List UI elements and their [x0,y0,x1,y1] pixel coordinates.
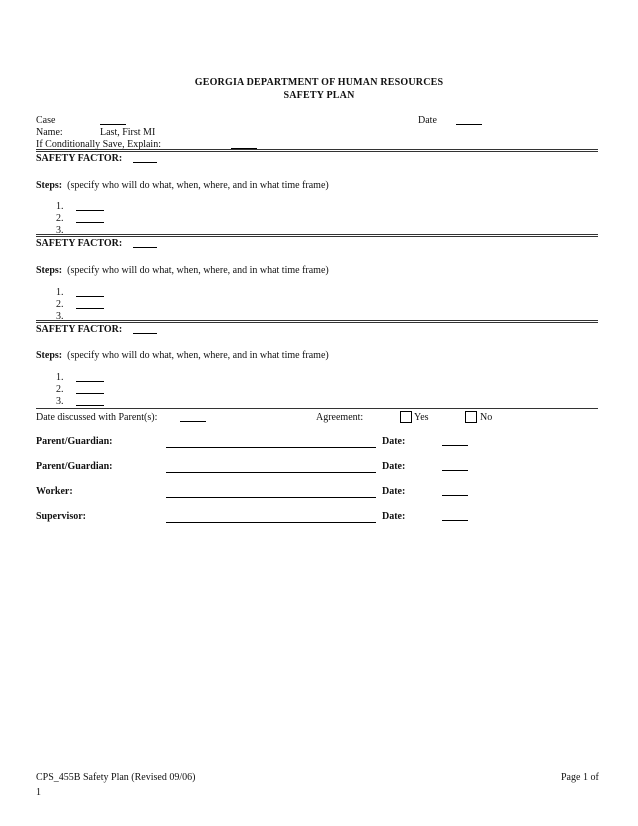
case-label: Case [36,115,56,126]
steps-label: Steps: [36,265,63,276]
signature-date-field[interactable] [442,436,468,446]
steps-label: Steps: [36,180,63,191]
steps-hint: (specify who will do what, when, where, and in what time frame) [67,350,329,361]
signature-line[interactable] [166,522,376,523]
signature-date-field[interactable] [442,511,468,521]
signature-line[interactable] [166,497,376,498]
list-item: 2. [56,384,64,395]
step-field[interactable] [76,372,104,382]
signature-label: Parent/Guardian: [36,461,113,472]
step-field[interactable] [76,213,104,223]
date-discussed-field[interactable] [180,412,206,422]
list-item: 2. [56,299,64,310]
yes-label: Yes [414,412,429,423]
safety-factor-field[interactable] [133,153,157,163]
section-divider [36,320,598,323]
signature-label: Worker: [36,486,73,497]
signature-date-label: Date: [382,461,406,472]
conditional-label: If Conditionally Save, Explain: [36,139,161,150]
case-field[interactable] [100,115,126,125]
form-title: GEORGIA DEPARTMENT OF HUMAN RESOURCES [194,77,444,88]
signature-date-label: Date: [382,436,406,447]
signature-date-label: Date: [382,511,406,522]
list-item: 1. [56,201,64,212]
name-hint: Last, First MI [100,127,156,138]
steps-hint: (specify who will do what, when, where, and in what time frame) [67,180,329,191]
step-field[interactable] [76,299,104,309]
steps-hint: (specify who will do what, when, where, and in what time frame) [67,265,329,276]
section-divider [36,149,598,152]
yes-checkbox[interactable] [400,411,412,423]
date-discussed-label: Date discussed with Parent(s): [36,412,158,423]
signature-label: Parent/Guardian: [36,436,113,447]
safety-factor-label: SAFETY FACTOR: [36,153,123,164]
section-divider [36,408,598,409]
page-number: Page 1 of [561,772,599,783]
no-label: No [480,412,493,423]
list-item: 3. [56,396,64,407]
signature-line[interactable] [166,447,376,448]
conditional-field[interactable] [231,139,257,149]
step-field[interactable] [76,287,104,297]
steps-line [36,350,329,361]
form-id: CPS_455B Safety Plan (Revised 09/06) [36,772,196,783]
steps-line [36,180,329,191]
signature-line[interactable] [166,472,376,473]
step-field[interactable] [76,384,104,394]
safety-factor-label: SAFETY FACTOR: [36,238,123,249]
list-item: 1. [56,287,64,298]
steps-line [36,265,329,276]
signature-date-field[interactable] [442,461,468,471]
signature-label: Supervisor: [36,511,86,522]
signature-date-field[interactable] [442,486,468,496]
safety-factor-field[interactable] [133,324,157,334]
page-total: 1 [36,787,41,798]
signature-date-label: Date: [382,486,406,497]
form-subtitle: SAFETY PLAN [283,90,355,101]
steps-label: Steps: [36,350,63,361]
agreement-label: Agreement: [316,412,364,423]
step-field[interactable] [76,396,104,406]
section-divider [36,234,598,237]
name-label: Name: [36,127,63,138]
safety-factor-label: SAFETY FACTOR: [36,324,123,335]
list-item: 2. [56,213,64,224]
step-field[interactable] [76,201,104,211]
list-item: 3. [56,225,64,236]
date-label: Date [418,115,437,126]
date-field[interactable] [456,115,482,125]
list-item: 3. [56,311,64,322]
list-item: 1. [56,372,64,383]
safety-factor-field[interactable] [133,238,157,248]
no-checkbox[interactable] [465,411,477,423]
